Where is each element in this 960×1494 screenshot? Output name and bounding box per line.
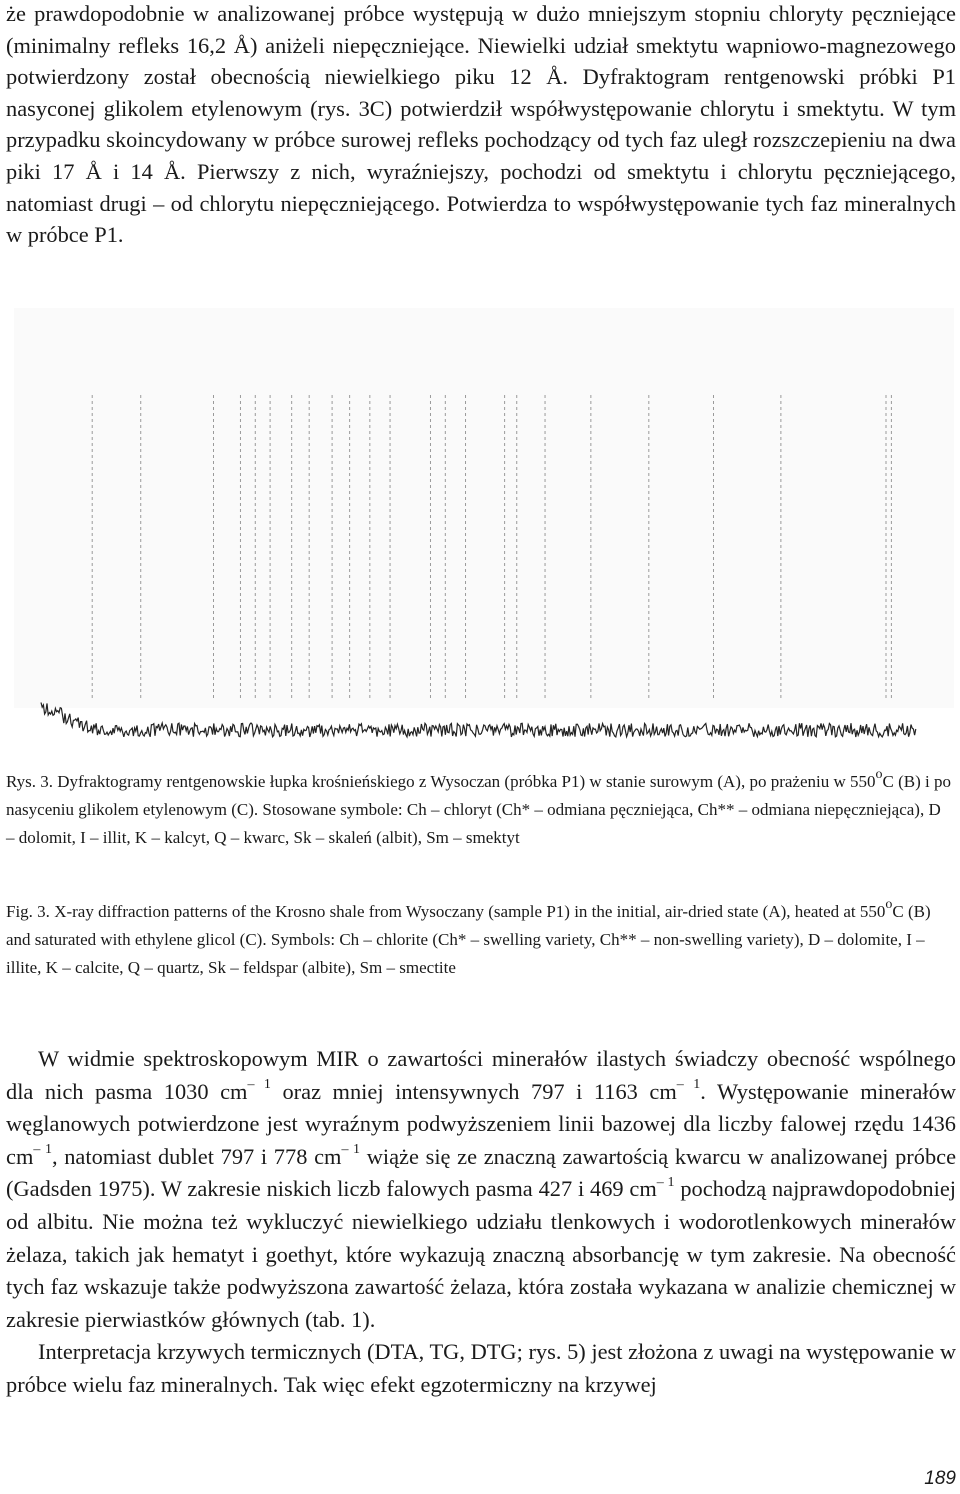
xrd-figure	[0, 300, 960, 755]
caption-en-degree: o	[885, 897, 893, 913]
exp-2: – 1	[676, 1077, 701, 1093]
body-text	[6, 1043, 956, 1402]
caption-pl-text: Dyfraktogramy rentgenowskie łupka krośnieńskiego z Wysoczan (próbka P1) w stanie surowym (A), po prażeniu w 550	[57, 772, 876, 791]
caption-pl-text2: C (B) i po nasyceniu glikolem etylenowym (C). Stosowane symbole: Ch – chloryt (Ch* – odmiana pęczniejąca, Ch** – odmiana niepęczniejąca), D – dolomit, I – illit, K – kalcyt, Q – kwarc, Sk – skaleń (albit), Sm – smektyt	[6, 772, 951, 847]
xrd-diffractogram	[0, 300, 960, 755]
exp-3: – 1	[33, 1142, 52, 1158]
body-p1-e: wiąże się ze znaczną zawartością kwarcu w analizowanej próbce (Gadsden 1975). W zakresie niskich liczb falowych pasma 427 i 469 cm	[6, 1143, 957, 1202]
body-p1-c: . Występowanie minerałów węglanowych potwierdzone jest wyraźnym podwyższeniem linii bazowej dla liczby falowej rzędu 1436 cm	[6, 1078, 957, 1169]
top-paragraph	[6, 0, 956, 251]
exp-5: – 1	[656, 1174, 675, 1190]
exp-1: – 1	[247, 1077, 271, 1093]
body-p1-b: oraz mniej intensywnych 797 i 1163 cm	[270, 1078, 677, 1104]
caption-en	[6, 898, 952, 982]
body-paragraph-1	[6, 1043, 956, 1336]
body-p1-a: W widmie spektroskopowym MIR o zawartości minerałów ilastych świadczy obecność wspólnego dla nich pasma 1030 cm	[6, 1046, 956, 1104]
body-p1-d: , natomiast dublet 797 i 778 cm	[51, 1143, 342, 1169]
body-paragraph-2: Interpretacja krzywych termicznych (DTA, TG, DTG; rys. 5) jest złożona z uwagi na występowanie w próbce wielu faz mineralnych. Tak więc efekt egzotermiczny na krzywej	[6, 1339, 956, 1397]
body-p1-f: pochodzą najprawdopodobniej od albitu. Nie można też wykluczyć niewielkiego udziału tlenkowych i wodorotlenkowych minerałów żelaza, takich jak hematyt i goethyt, które wykazują znaczną absorbancję w tym zakresie. Na obecność tych faz wskazuje także podwyższona zawartość żelaza, która została wykazana w analizie chemicznej w zakresie pierwiastków głównych (tab. 1).	[6, 1176, 957, 1332]
caption-en-label: Fig. 3.	[6, 902, 50, 921]
caption-pl-label: Rys. 3.	[6, 772, 54, 791]
exp-4: – 1	[341, 1142, 361, 1158]
page-number: 189	[924, 1468, 956, 1489]
caption-pl-degree: o	[875, 767, 883, 783]
top-paragraph-text: że prawdopodobnie w analizowanej próbce występują w dużo mniejszym stopniu chloryty pęczniejące (minimalny refleks 16,2 Å) aniżeli niepęczniejące. Niewielki udział smektytu wapniowo-magnezowego potwierdzony został obecnością niewielkiego piku 12 Å. Dyfraktogram rentgenowski próbki P1 nasyconej glikolem etylenowym (rys. 3C) potwierdził współwystępowanie chlorytu i smektytu. W tym przypadku skoincydowany w próbce surowej refleks pochodzący od tych faz uległ rozszczepieniu na dwa piki 17 Å i 14 Å. Pierwszy z nich, wyraźniejszy, pochodzi od smektytu i chlorytu pęczniejącego, natomiast drugi – od chlorytu niepęczniejącego. Potwierdza to współwystępowanie tych faz mineralnych w próbce P1.	[6, 1, 956, 248]
caption-en-text2: C (B) and saturated with ethylene glicol (C). Symbols: Ch – chlorite (Ch* – swelling variety, Ch** – non-swelling variety), D – dolomite, I – illite, K – calcite, Q – quartz, Sk – feldspar (albite), Sm – smectite	[6, 902, 931, 977]
caption-en-text: X-ray diffraction patterns of the Krosno shale from Wysoczany (sample P1) in the initial, air-dried state (A), heated at 550	[54, 902, 886, 921]
plot-area	[14, 308, 954, 708]
caption-pl	[6, 768, 952, 852]
